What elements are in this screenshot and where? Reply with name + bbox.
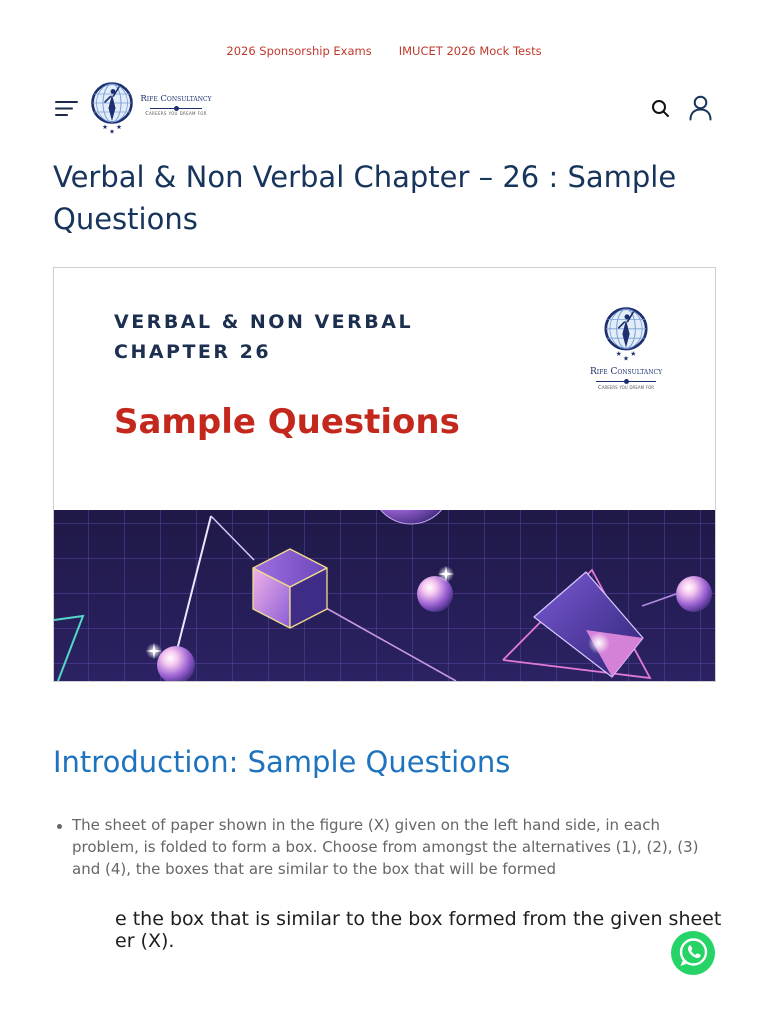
geometric-artwork <box>54 510 715 681</box>
featured-heading-line-2: CHAPTER 26 <box>114 341 272 363</box>
list-item <box>53 814 716 880</box>
question-list <box>53 814 716 880</box>
instruction-line-1: e the box that is similar to the box formed from the given sheet <box>115 908 722 930</box>
page-title: Verbal & Non Verbal Chapter – 26 : Sample Questions <box>53 160 677 236</box>
featured-image-header <box>54 268 715 510</box>
featured-logo-tagline: Careers you dream for <box>597 385 655 391</box>
instruction-heading <box>115 908 721 952</box>
featured-heading-line-1: VERBAL & NON VERBAL <box>114 311 414 333</box>
logo-stars <box>103 124 122 133</box>
logo-stars <box>616 351 636 361</box>
list-item-text: The sheet of paper shown in the figure (X) given on the left hand side, in each problem, is folded to form a box. Choose from amongst the alternatives (1), (2), (3) and (4), the boxes that are similar to the box that will be formed <box>72 816 699 878</box>
globe-emblem-icon <box>601 306 651 362</box>
featured-logo <box>576 306 676 398</box>
top-link-imucet-mock-tests[interactable]: IMUCET 2026 Mock Tests <box>398 44 542 58</box>
user-icon[interactable] <box>688 95 713 121</box>
featured-subtitle: Sample Questions <box>114 402 460 442</box>
logo-text <box>132 94 220 118</box>
featured-logo-name: Rife Consultancy <box>589 367 663 377</box>
featured-heading <box>114 307 413 367</box>
globe-emblem-icon <box>88 81 136 135</box>
search-icon[interactable] <box>651 99 670 118</box>
instruction-line-2: er (X). <box>115 930 175 952</box>
logo-divider <box>150 106 202 111</box>
section-heading: Introduction: Sample Questions <box>53 745 511 779</box>
featured-logo-divider <box>596 379 656 384</box>
menu-icon[interactable] <box>54 100 79 117</box>
whatsapp-button[interactable] <box>670 930 716 976</box>
logo-tagline: Careers you dream for <box>145 111 207 117</box>
logo-name: Rife Consultancy <box>140 94 212 104</box>
top-link-sponsorship-exams[interactable]: 2026 Sponsorship Exams <box>226 44 372 58</box>
featured-logo-text <box>576 366 676 392</box>
whatsapp-icon <box>670 930 716 976</box>
bullet-marker <box>57 824 62 829</box>
right-sphere-shape <box>676 576 712 612</box>
featured-image <box>53 267 716 682</box>
site-logo[interactable] <box>88 81 222 135</box>
top-links-bar <box>0 43 768 59</box>
